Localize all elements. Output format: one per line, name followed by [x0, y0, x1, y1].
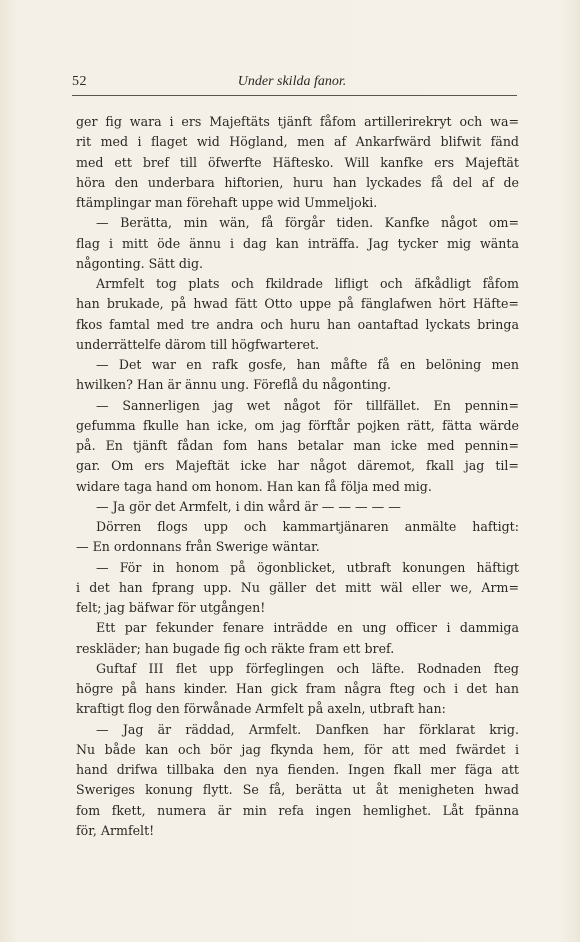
- text-line: felt; jag bäfwar för utgången!: [76, 600, 266, 615]
- text-line: kraftigt flog den förwånade Armfelt på axeln, utbraft han:: [76, 701, 446, 717]
- text-line: — Sannerligen jag wet något för tillfället. En pennin=: [96, 397, 519, 413]
- text-line: — Berätta, min wän, få förgår tiden. Kanfke något om=: [96, 215, 519, 231]
- text-line: han brukade, på hwad fätt Otto uppe på fänglafwen hört Häfte=: [76, 296, 519, 312]
- text-line: på. En tjänft fådan fom hans betalar man icke med pennin=: [76, 438, 519, 453]
- text-line: gefumma fkulle han icke, om jag förftår pojken rätt, fätta wärde: [76, 417, 519, 433]
- text-line: hand drifwa tillbaka den nya fienden. Ingen fkall mer fäga att: [76, 762, 519, 777]
- text-line: — För in honom på ögonblicket, utbraft konungen häftigt: [96, 559, 519, 575]
- text-line: Armfelt tog plats och fkildrade lifligt och äfkådligt fåfom: [96, 276, 519, 291]
- text-line: Dörren flogs upp och kammartjänaren anmälte haftigt:: [96, 519, 519, 534]
- text-line: underrättelfe därom till högfwarteret.: [76, 336, 320, 352]
- text-line: högre på hans kinder. Han gick fram några fteg och i det han: [76, 681, 519, 696]
- body-text: [76, 112, 519, 841]
- text-line: reskläder; han bugade fig och räkte fram ett bref.: [76, 640, 395, 656]
- text-line: Nu både kan och bör jag fkynda hem, för att med fwärdet i: [76, 741, 519, 757]
- text-line: gar. Om ers Majeftät icke har något däremot, fkall jag til=: [76, 458, 519, 474]
- text-line: i det han fprang upp. Nu gäller det mitt wäl eller we, Arm=: [76, 579, 519, 595]
- text-line: med ett bref till öfwerfte Häftesko. Will kanfke ers Majeftät: [76, 154, 519, 170]
- text-line: rit med i flaget wid Högland, men af Ankarfwärd blifwit fänd: [76, 134, 519, 150]
- text-line: — Ja gör det Armfelt, i din wård är — — — — —: [96, 498, 401, 514]
- text-line: Ett par fekunder fenare inträdde en ung officer i dammiga: [96, 620, 519, 636]
- text-line: Sweriges konung flytt. Se få, berätta ut åt menigheten hwad: [76, 782, 519, 798]
- text-line: hwilken? Han är ännu ung. Föreflå du någonting.: [76, 377, 391, 393]
- text-line: någonting. Sätt dig.: [76, 255, 204, 271]
- text-line: ger fig wara i ers Majeftäts tjänft fåfom artillerirekryt och wa=: [76, 114, 519, 129]
- text-line: — Jag är räddad, Armfelt. Danfken har förklarat krig.: [96, 721, 519, 737]
- page-header: [72, 74, 512, 92]
- text-line: — Det war en rafk gosfe, han måfte få en belöning men: [96, 357, 519, 372]
- text-line: för, Armfelt!: [76, 822, 155, 838]
- text-line: flag i mitt öde ännu i dag kan inträffa. Jag tycker mig wänta: [76, 235, 519, 251]
- text-line: fom fkett, numera är min refa ingen hemlighet. Låt fpänna: [76, 802, 519, 818]
- header-rule: [72, 95, 517, 96]
- page-number: 52: [72, 74, 87, 89]
- text-line: ftämplingar man förehaft uppe wid Ummeljoki.: [76, 195, 378, 210]
- running-title: Under skilda fanor.: [237, 74, 347, 89]
- text-line: höra den underbara hiftorien, huru han lyckades få del af de: [76, 174, 519, 190]
- text-line: widare taga hand om honom. Han kan få följa med mig.: [76, 478, 432, 494]
- text-line: — En ordonnans från Swerige wäntar.: [76, 539, 320, 555]
- text-line: fkos famtal med tre andra och huru han oantaftad lyckats bringa: [76, 316, 519, 332]
- text-line: Guftaf III flet upp förfeglingen och läfte. Rodnaden fteg: [96, 660, 519, 676]
